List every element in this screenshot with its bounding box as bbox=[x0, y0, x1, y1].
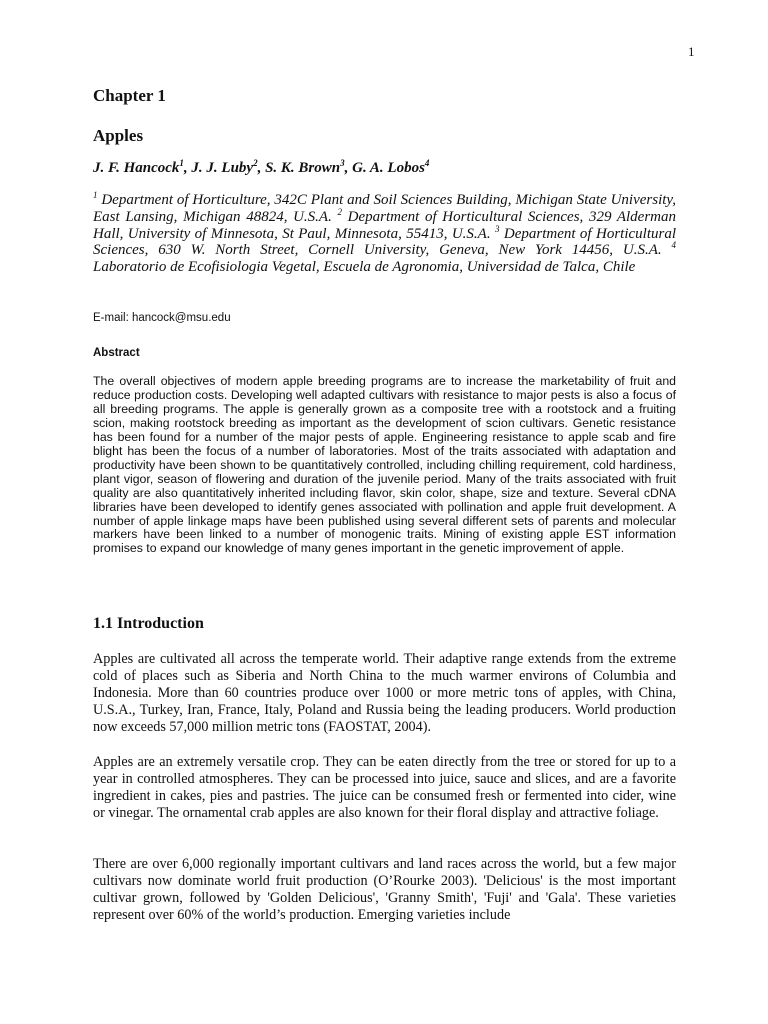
author-affiliation-marker: 1 bbox=[179, 158, 184, 168]
chapter-heading: Chapter 1 bbox=[93, 86, 166, 105]
author-separator: , bbox=[183, 160, 192, 176]
affiliation-marker: 1 bbox=[93, 190, 98, 200]
author-separator: , bbox=[257, 160, 266, 176]
affiliation-marker: 3 bbox=[495, 223, 500, 234]
page-number: 1 bbox=[688, 44, 695, 59]
author-name: J. F. Hancock bbox=[93, 160, 180, 176]
affiliation-text: Laboratorio de Ecofisiologia Vegetal, Escuela de Agronomia, Universidad de Talca, Chile bbox=[93, 259, 636, 276]
affiliation-text: Department of Horticultural Sciences, 329 Alderman Hall, University of Minnesota, St Paul, Minnesota, 55413, U.S.A. bbox=[93, 208, 676, 242]
author-affiliation-marker: 4 bbox=[424, 158, 430, 168]
author-name: S. K. Brown bbox=[265, 160, 341, 176]
author-name: G. A. Lobos bbox=[352, 160, 425, 176]
author-list bbox=[93, 160, 429, 177]
abstract-body: The overall objectives of modern apple breeding programs are to increase the marketability of fruit and reduce production costs. Developing well adapted cultivars with resistance to major pests is also a focus of all breeding programs. The apple is generally grown as a composite tree with a rootstock and a fruiting scion, making rootstock breeding as important as the development of scion cultivars. Genetic resistance has been found for a number of the major pests of apple. Engineering resistance to apple scab and fire blight has been the focus of a number of laboratories. Most of the traits associated with adaptation and productivity have been shown to be quantitatively controlled, including chilling requirement, cold hardiness, plant vigor, season of flowering and duration of the juvenile period. Many of the traits associated with fruit quality are also quantitatively inherited including flavor, skin color, shape, size and texture. Several cDNA libraries have been developed to identify genes associated with pollination and apple fruit development. A number of apple linkage maps have been published using several different sets of parents and molecular markers have been linked to a number of monogenic traits. Mining of existing apple EST information promises to expand our knowledge of many genes important in the genetic improvement of apple. bbox=[93, 374, 676, 556]
body-paragraph: There are over 6,000 regionally important cultivars and land races across the world, but a few major cultivars now dominate world fruit production (O’Rourke 2003). 'Delicious' is the most important cultivar grown, followed by 'Golden Delicious', 'Granny Smith', 'Fuji' and 'Gala'. These varieties represent over 60% of the world’s production. Emerging varieties include bbox=[93, 856, 676, 923]
author-affiliation-marker: 3 bbox=[340, 158, 345, 168]
affiliation-marker: 2 bbox=[337, 206, 342, 217]
section-heading-introduction: 1.1 Introduction bbox=[93, 615, 204, 632]
body-paragraph: Apples are an extremely versatile crop. They can be eaten directly from the tree or stored for up to a year in controlled atmospheres. They can be processed into juice, sauce and slices, and are a favorite ingredient in cakes, pies and pastries. The juice can be consumed fresh or fermented into cider, wine or vinegar. The ornamental crab apples are also known for their floral display and attractive foliage. bbox=[93, 754, 676, 821]
body-paragraph: Apples are cultivated all across the temperate world. Their adaptive range extends from the extreme cold of places such as Siberia and North China to the much warmer environs of Columbia and Indonesia. More than 60 countries produce over 1000 or more metric tons of apples, with China, U.S.A., Turkey, Iran, France, Italy, Poland and Russia being the leading producers. World production now exceeds 57,000 million metric tons (FAOSTAT, 2004). bbox=[93, 651, 676, 735]
affiliation-text: Department of Horticultural Sciences, 630 W. North Street, Cornell University, Geneva, New York 14456, U.S.A. bbox=[93, 225, 676, 259]
abstract-heading: Abstract bbox=[93, 347, 140, 359]
author-name: J. J. Luby bbox=[191, 160, 254, 176]
author-affiliation-marker: 2 bbox=[253, 158, 258, 168]
author-separator: , bbox=[344, 160, 353, 176]
affiliation-marker: 4 bbox=[671, 240, 676, 251]
page-title: Apples bbox=[93, 126, 144, 145]
affiliation-text: Department of Horticulture, 342C Plant and Soil Sciences Building, Michigan State University, East Lansing, Michigan 48824, U.S.A. bbox=[93, 192, 676, 225]
affiliations bbox=[93, 192, 676, 276]
contact-email: E-mail: hancock@msu.edu bbox=[93, 312, 231, 324]
